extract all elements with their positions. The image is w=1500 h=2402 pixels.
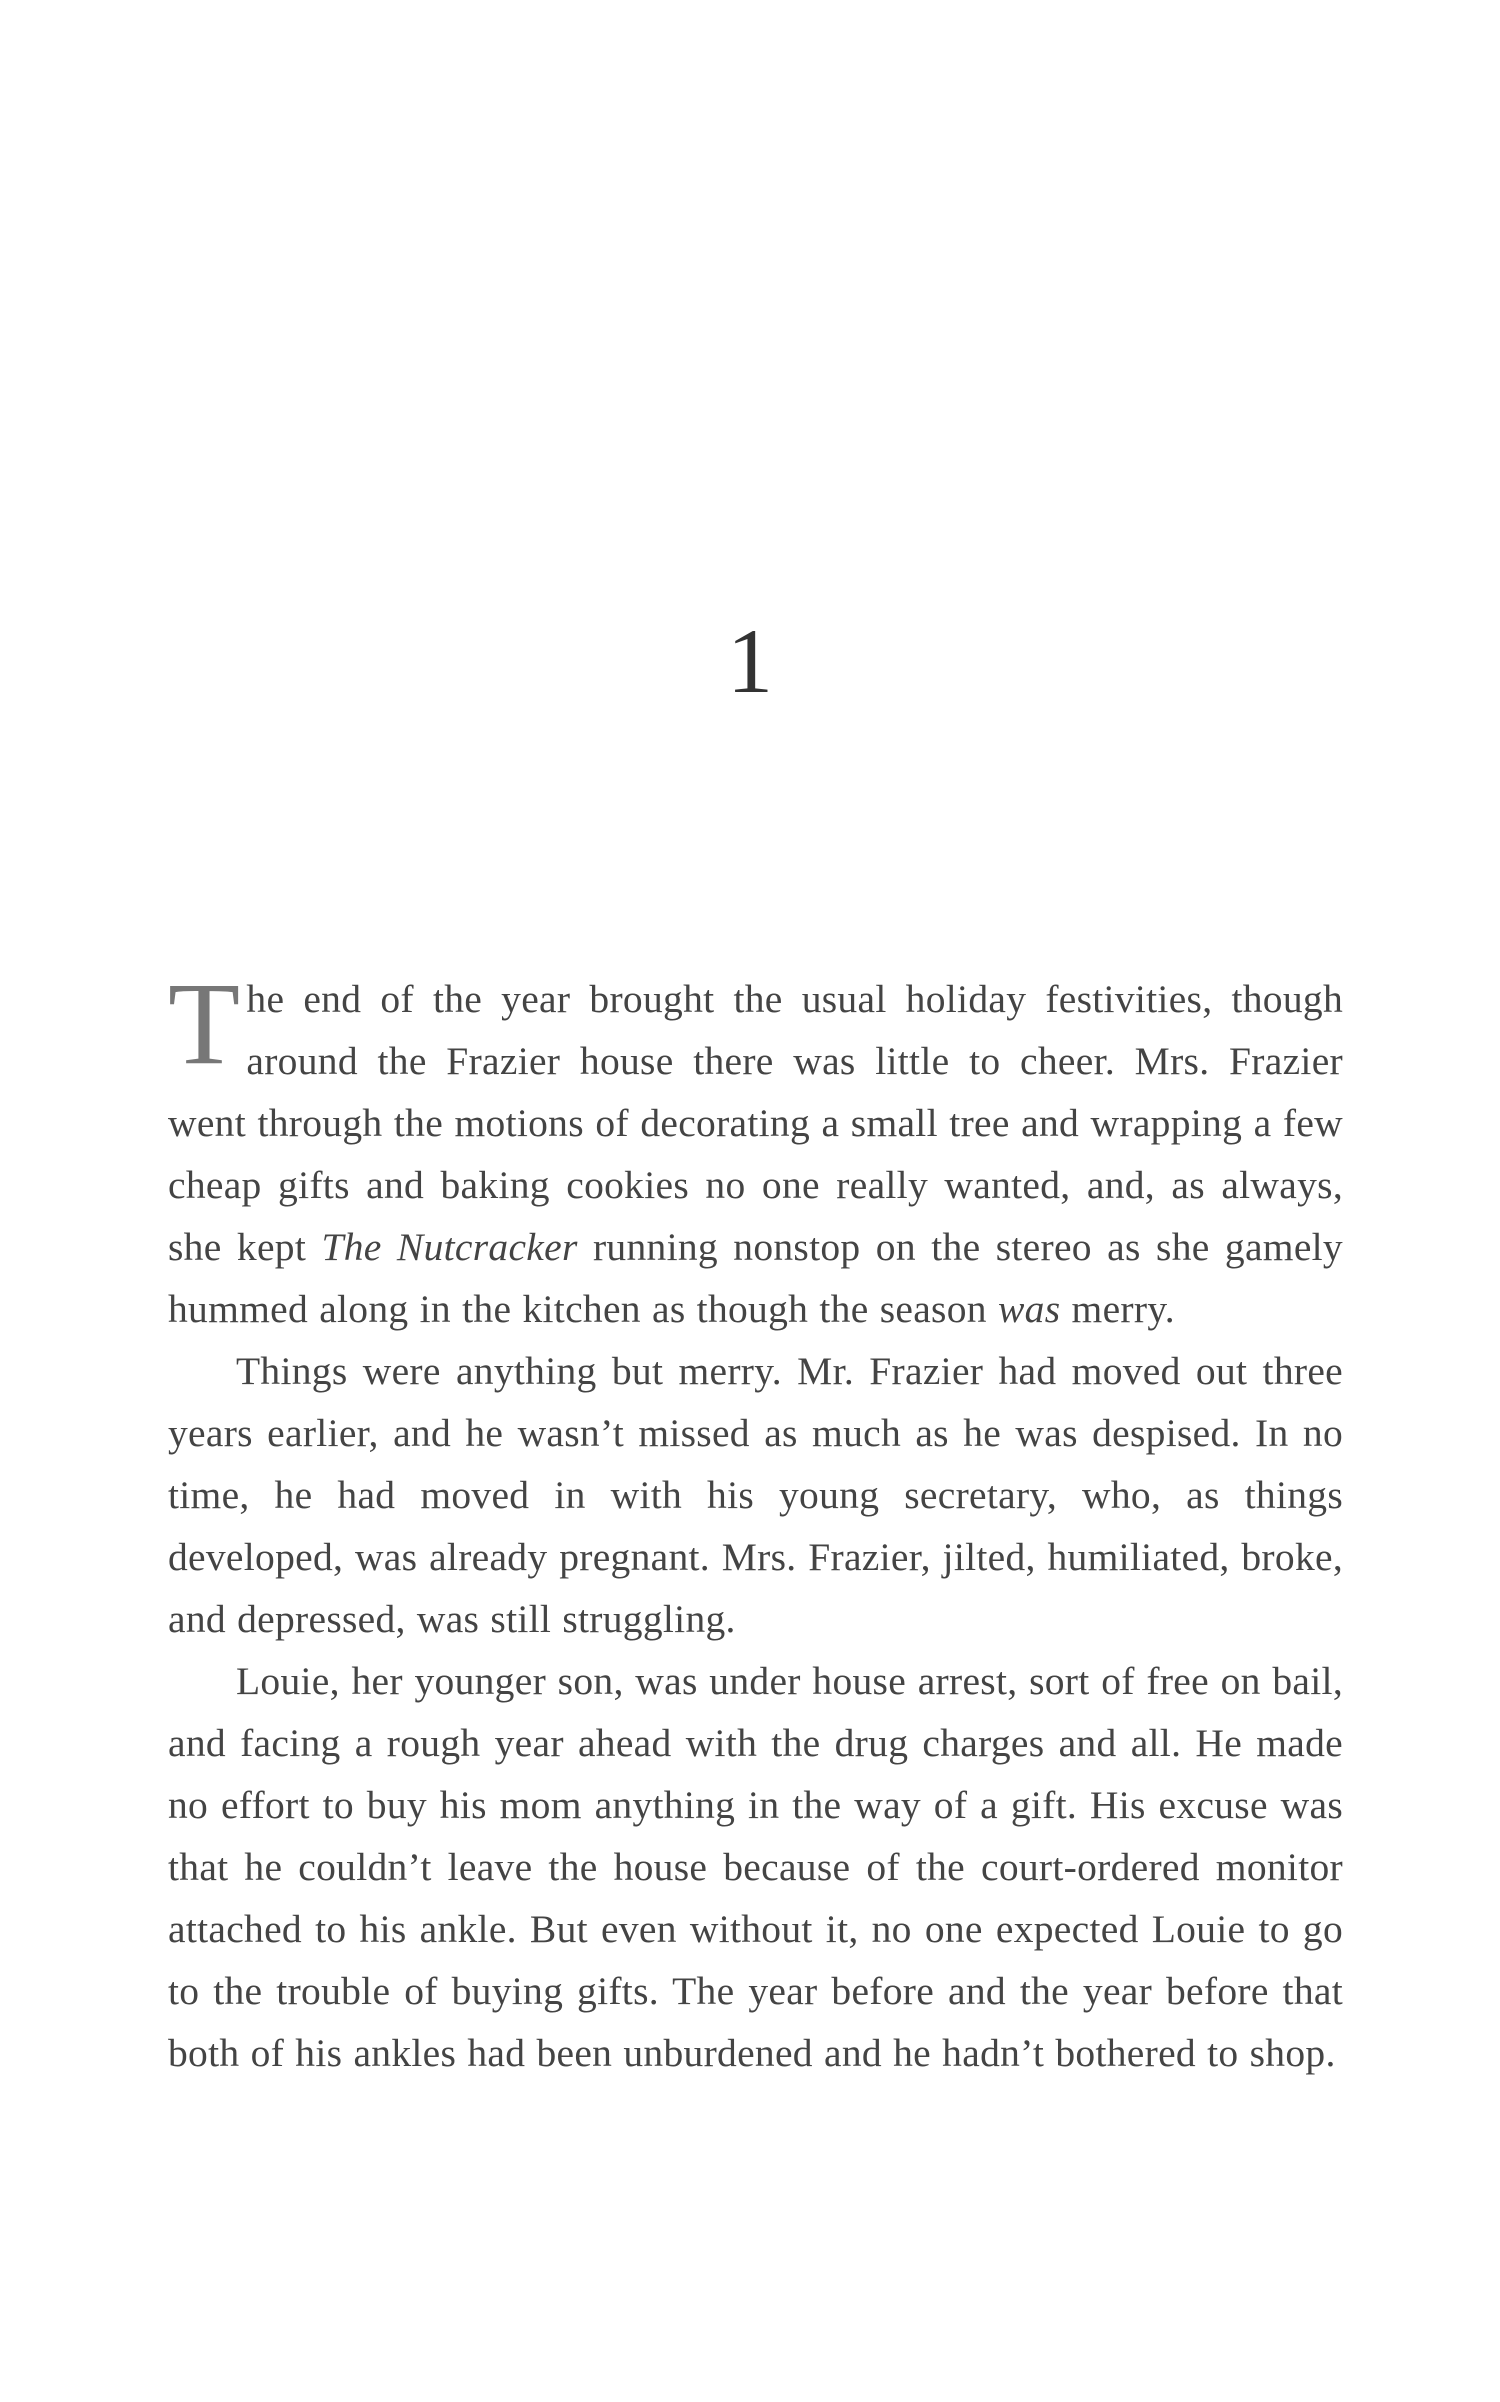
chapter-body [168, 958, 1343, 2084]
paragraph-2: Things were anything but merry. Mr. Frazier had moved out three years earlier, and he wasn’t missed as much as he was despised. In no time, he had moved in with his young secretary, who, as things developed, was already pregnant. Mrs. Frazier, jilted, humiliated, broke, and depressed, was still struggling. [168, 1349, 1343, 1641]
drop-cap: T [168, 958, 241, 1089]
paragraph-3: Louie, her younger son, was under house arrest, sort of free on bail, and facing a rough year ahead with the drug charges and all. He made no effort to buy his mom anything in the way of a gift. His excuse was that he couldn’t leave the house because of the court-ordered monitor attached to his ankle. But even without it, no one expected Louie to go to the trouble of buying gifts. The year before and the year before that both of his ankles had been unburdened and he hadn’t bothered to shop. [168, 1659, 1343, 2075]
paragraph-1-text-a: he end of the year brought the usual holiday festivities, though around the Frazier house there was little to cheer. Mrs. Frazier went through the motions of decorating a small tree and wrapping a few cheap gifts and baking cookies no one really wanted, and, as always, she kept [168, 977, 1343, 1269]
paragraph-1 [168, 958, 1343, 1340]
book-title: The Nutcracker [321, 1225, 578, 1269]
emphasis-word: was [998, 1287, 1061, 1331]
paragraph-1-text-b: running nonstop on the stereo as she gamely hummed along in the kitchen as though the season [168, 1225, 1343, 1331]
chapter-number: 1 [727, 610, 773, 712]
paragraph-1-text-c: merry. [1060, 1287, 1175, 1331]
